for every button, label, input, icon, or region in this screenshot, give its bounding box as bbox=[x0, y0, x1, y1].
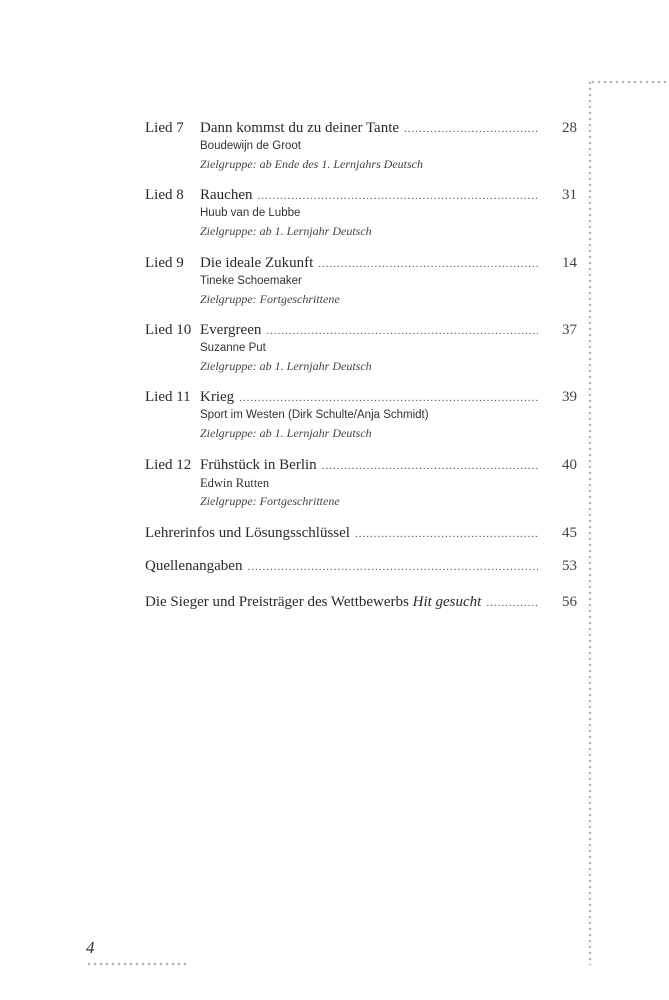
section-page: 45 bbox=[562, 525, 577, 541]
entry-label: Lied 8 bbox=[145, 187, 184, 203]
entry-page: 37 bbox=[562, 322, 577, 338]
dot-leader bbox=[266, 324, 538, 338]
entry-page: 39 bbox=[562, 389, 577, 405]
toc-section-winners bbox=[145, 593, 577, 611]
dot-leader bbox=[257, 189, 538, 203]
dot-leader bbox=[486, 596, 538, 610]
toc-section-sources bbox=[145, 557, 577, 575]
dotted-border-bottom bbox=[86, 962, 188, 966]
entry-title: Evergreen bbox=[200, 322, 262, 338]
entry-target-group: Zielgruppe: ab 1. Lernjahr Deutsch bbox=[200, 224, 372, 238]
entry-target-group: Zielgruppe: ab 1. Lernjahr Deutsch bbox=[200, 359, 372, 373]
entry-label: Lied 7 bbox=[145, 120, 184, 136]
dot-leader bbox=[239, 391, 538, 405]
entry-author: Huub van de Lubbe bbox=[200, 207, 301, 219]
entry-page: 31 bbox=[562, 187, 577, 203]
entry-page: 28 bbox=[562, 120, 577, 136]
toc-entry-lied-10 bbox=[145, 321, 577, 374]
section-page: 53 bbox=[562, 558, 577, 574]
entry-title: Dann kommst du zu deiner Tante bbox=[200, 120, 400, 136]
entry-title: Rauchen bbox=[200, 187, 253, 203]
section-title: Quellenangaben bbox=[145, 558, 243, 574]
dot-leader bbox=[322, 459, 538, 473]
entry-label: Lied 10 bbox=[145, 322, 192, 338]
entry-title: Frühstück in Berlin bbox=[200, 457, 317, 473]
toc-section-teacher-info bbox=[145, 524, 577, 542]
dot-leader bbox=[247, 560, 538, 574]
toc-entry-lied-12 bbox=[145, 456, 577, 509]
entry-target-group: Zielgruppe: ab Ende des 1. Lernjahrs Deutsch bbox=[200, 157, 423, 171]
toc-entry-lied-8 bbox=[145, 186, 577, 239]
toc-entry-lied-11 bbox=[145, 388, 577, 441]
entry-target-group: Zielgruppe: ab 1. Lernjahr Deutsch bbox=[200, 426, 372, 440]
entry-author: Edwin Rutten bbox=[200, 476, 270, 490]
entry-page: 40 bbox=[562, 457, 577, 473]
entry-target-group: Zielgruppe: Fortgeschrittene bbox=[200, 292, 340, 306]
entry-page: 14 bbox=[562, 255, 577, 271]
dot-leader bbox=[404, 122, 538, 136]
toc-entry-lied-9 bbox=[145, 254, 577, 307]
entry-label: Lied 11 bbox=[145, 389, 191, 405]
entry-label: Lied 9 bbox=[145, 255, 184, 271]
section-title bbox=[145, 593, 481, 611]
dotted-border-top bbox=[590, 80, 669, 84]
entry-target-group: Zielgruppe: Fortgeschrittene bbox=[200, 494, 340, 508]
entry-author: Tineke Schoemaker bbox=[200, 275, 302, 287]
dot-leader bbox=[355, 527, 538, 541]
entry-label: Lied 12 bbox=[145, 457, 192, 473]
section-page: 56 bbox=[562, 594, 577, 610]
dotted-border-right bbox=[588, 80, 592, 965]
toc-entry-lied-7 bbox=[145, 119, 577, 172]
dot-leader bbox=[318, 257, 538, 271]
entry-author: Boudewijn de Groot bbox=[200, 140, 302, 152]
section-title-prefix: Die Sieger und Preisträger des Wettbewerbs bbox=[145, 594, 413, 610]
section-title: Lehrerinfos und Lösungsschlüssel bbox=[145, 525, 350, 541]
entry-author: Suzanne Put bbox=[200, 342, 266, 354]
section-title-emphasis: Hit gesucht bbox=[412, 594, 482, 610]
entry-title: Krieg bbox=[200, 389, 235, 405]
entry-author: Sport im Westen (Dirk Schulte/Anja Schmidt) bbox=[200, 409, 429, 421]
entry-title: Die ideale Zukunft bbox=[200, 255, 314, 271]
page-number: 4 bbox=[86, 938, 95, 957]
